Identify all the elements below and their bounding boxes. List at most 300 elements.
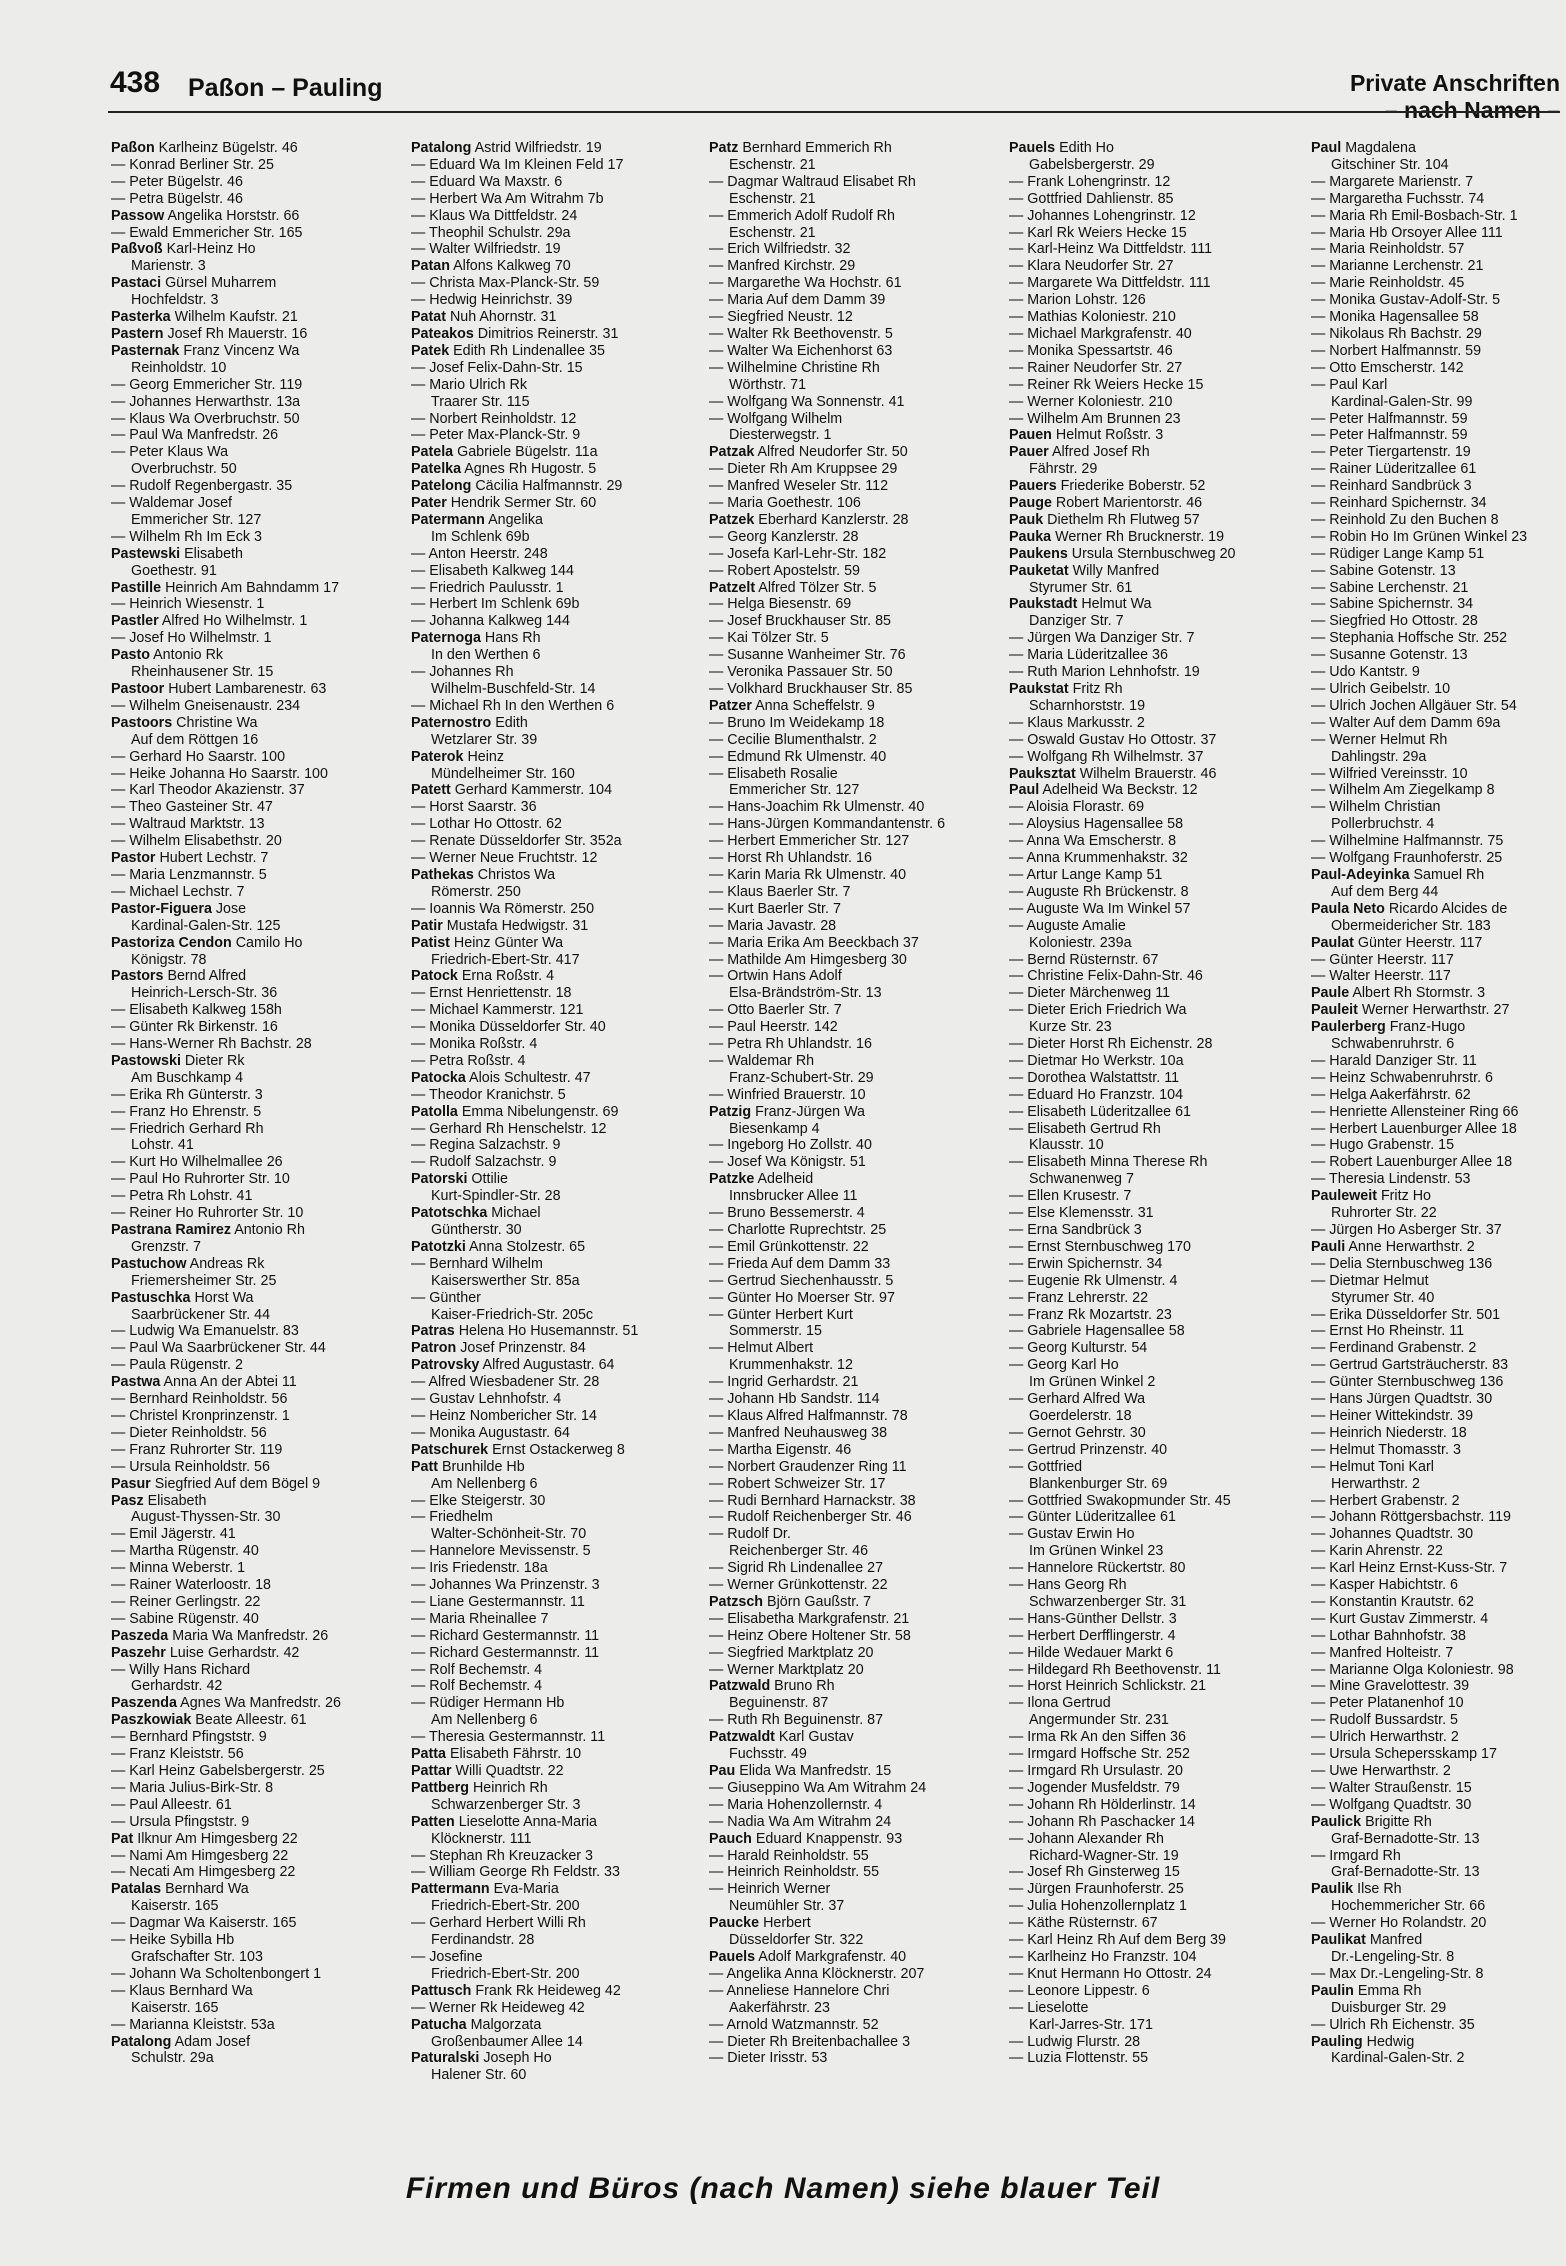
entry-text: — Karlheinz Ho Franzstr. 104 [1009, 1948, 1197, 1965]
entry-text: — Theresia Lindenstr. 53 [1311, 1171, 1471, 1188]
directory-entry [709, 816, 1007, 833]
directory-entry [411, 968, 709, 985]
directory-entry [111, 1729, 409, 1746]
entry-text: — Stephan Rh Kreuzacker 3 [411, 1847, 593, 1864]
directory-entry [111, 377, 409, 394]
surname: Pastaci [111, 275, 162, 292]
directory-entry [709, 1729, 1007, 1763]
directory-entry [1311, 1729, 1563, 1746]
directory-entry [111, 1002, 409, 1019]
entry-text: Jose [215, 900, 247, 917]
directory-entry [111, 444, 409, 478]
entry-text: — Auguste Rh Brückenstr. 8 [1009, 883, 1189, 900]
entry-text: — Wolfgang Rh Wilhelmstr. 37 [1009, 748, 1204, 765]
directory-entry [1009, 1307, 1307, 1324]
entry-continuation: Ruhrorter Str. 22 [1331, 1205, 1437, 1222]
entry-text: — Ernst Ho Rheinstr. 11 [1311, 1323, 1465, 1340]
directory-entry [709, 174, 1007, 208]
surname: Pauels [1009, 140, 1056, 156]
directory-entry [1009, 1898, 1307, 1915]
entry-text: — Reinhard Spichernstr. 34 [1311, 495, 1487, 512]
directory-entry [1311, 698, 1563, 715]
directory-entry [111, 1983, 409, 2017]
entry-text: — Stephania Hoffsche Str. 252 [1311, 630, 1508, 647]
entry-text: — Reiner Rk Weiers Hecke 15 [1009, 376, 1204, 393]
entry-text: Michael [491, 1205, 541, 1222]
entry-continuation: Scharnhorststr. 19 [1029, 697, 1146, 714]
directory-entry [1009, 1239, 1307, 1256]
directory-entry [1009, 241, 1307, 258]
entry-text: Adolf Markgrafenstr. 40 [758, 1948, 907, 1965]
entry-text: — Peter Halfmannstr. 59 [1311, 410, 1468, 427]
entry-text: — Iris Friedenstr. 18a [411, 1560, 548, 1577]
entry-text: — Johann Hb Sandstr. 114 [709, 1391, 880, 1408]
entry-continuation: Düsseldorfer Str. 322 [729, 1932, 864, 1949]
entry-text: — Franz Kleiststr. 56 [111, 1746, 244, 1763]
entry-text: — Edmund Rk Ulmenstr. 40 [709, 748, 887, 765]
entry-text: Wilhelm Kaufstr. 21 [174, 309, 298, 326]
directory-entry [709, 461, 1007, 478]
entry-text: Bruno Rh [774, 1678, 835, 1695]
surname: Patzelt [709, 579, 756, 596]
entry-text: — Gernot Gehrstr. 30 [1009, 1424, 1146, 1441]
surname: Pastuchow [111, 1255, 187, 1272]
directory-entry [1009, 985, 1307, 1002]
directory-entry [111, 1628, 409, 1645]
entry-text: — Marianne Lerchenstr. 21 [1311, 258, 1484, 275]
directory-entry [411, 1577, 709, 1594]
surname: Pastler [111, 613, 159, 630]
directory-entry [709, 799, 1007, 816]
surname: Pattar [411, 1763, 452, 1779]
surname: Paul-Adeyinka [1311, 866, 1410, 883]
entry-text: — Ernst Henriettenstr. 18 [411, 985, 572, 1002]
surname: Patalas [111, 1881, 162, 1898]
directory-entry [111, 1594, 409, 1611]
entry-text: — Monika Roßstr. 4 [411, 1036, 538, 1053]
directory-entry [411, 1121, 709, 1138]
entry-text: — Josef Bruckhauser Str. 85 [709, 613, 891, 630]
directory-entry [111, 1340, 409, 1357]
directory-entry [709, 1425, 1007, 1442]
directory-entry [709, 1509, 1007, 1526]
entry-text: — Sabine Rügenstr. 40 [111, 1610, 259, 1627]
directory-entry [709, 1881, 1007, 1915]
entry-text: — Dieter Rh Am Kruppsee 29 [709, 461, 898, 478]
directory-entry [111, 1425, 409, 1442]
entry-continuation: Schwarzenberger Str. 3 [431, 1796, 581, 1813]
surname: Patek [411, 342, 450, 359]
entry-text: — Eduard Wa Maxstr. 6 [411, 173, 563, 190]
directory-entry [1311, 1983, 1563, 2017]
entry-continuation: Am Nellenberg 6 [431, 1712, 538, 1729]
directory-entry [411, 1459, 709, 1493]
entry-text: — Manfred Weseler Str. 112 [709, 478, 889, 495]
directory-entry [709, 918, 1007, 935]
directory-entry [411, 1442, 709, 1459]
directory-entry [1009, 1746, 1307, 1763]
entry-text: — Waltraud Marktstr. 13 [111, 816, 265, 833]
directory-entry [1311, 985, 1563, 1002]
entry-text: — Karin Maria Rk Ulmenstr. 40 [709, 866, 907, 883]
entry-text: — Johannes Quadtstr. 30 [1311, 1526, 1474, 1543]
directory-entry [111, 596, 409, 613]
directory-entry [709, 309, 1007, 326]
entry-continuation: Goerdelerstr. 18 [1029, 1407, 1132, 1424]
entry-text: — Cecilie Blumenthalstr. 2 [709, 731, 877, 748]
directory-entry [111, 1932, 409, 1966]
directory-entry [111, 1493, 409, 1527]
entry-continuation: August-Thyssen-Str. 30 [131, 1509, 281, 1526]
column-1 [111, 140, 409, 2067]
surname: Paulin [1311, 1982, 1354, 1999]
directory-entry [111, 1864, 409, 1881]
directory-entry [1009, 749, 1307, 766]
entry-text: — Gerhard Herbert Willi Rh [411, 1915, 586, 1932]
entry-text: — Herbert Grabenstr. 2 [1311, 1492, 1460, 1509]
surname: Patt [411, 1458, 439, 1475]
entry-text: — Gerhard Ho Saarstr. 100 [111, 748, 286, 765]
entry-text: — Irmgard Hoffsche Str. 252 [1009, 1746, 1190, 1763]
entry-text: — Paul Karl [1311, 376, 1388, 393]
entry-continuation: Aakerfährstr. 23 [729, 1999, 830, 2016]
entry-continuation: Klöcknerstr. 111 [431, 1830, 532, 1847]
directory-entry [111, 1121, 409, 1155]
entry-text: — Paul Heerstr. 142 [709, 1019, 838, 1036]
surname: Patzig [709, 1103, 752, 1120]
entry-text: — Petra Roßstr. 4 [411, 1052, 526, 1069]
column-2 [411, 140, 709, 2084]
entry-continuation: Grafschafter Str. 103 [131, 1948, 263, 1965]
entry-text: — Otto Emscherstr. 142 [1311, 359, 1464, 376]
surname: Paulikat [1311, 1932, 1366, 1949]
directory-entry [1009, 512, 1307, 529]
entry-text: — Gertrud Prinzenstr. 40 [1009, 1441, 1168, 1458]
surname: Pasz [111, 1492, 144, 1509]
entry-text: — Günter Herbert Kurt [709, 1306, 853, 1323]
entry-text: — Wolfgang Wa Sonnenstr. 41 [709, 393, 905, 410]
directory-entry [1311, 1070, 1563, 1087]
entry-text: — Martha Eigenstr. 46 [709, 1441, 852, 1458]
directory-entry [111, 1746, 409, 1763]
entry-text: — Wilfried Vereinsstr. 10 [1311, 765, 1468, 782]
directory-entry [411, 749, 709, 783]
surname: Pauksztat [1009, 765, 1076, 782]
entry-continuation: Kardinal-Galen-Str. 99 [1331, 393, 1473, 410]
entry-text: — Robin Ho Im Grünen Winkel 23 [1311, 528, 1528, 545]
directory-entry [411, 935, 709, 969]
entry-text: Ursula Sternbuschweg 20 [1071, 545, 1236, 562]
entry-text: — Peter Klaus Wa [111, 444, 229, 461]
surname: Pauer [1009, 444, 1049, 461]
directory-entry [1311, 1560, 1563, 1577]
entry-text: — Klaus Wa Dittfeldstr. 24 [411, 207, 578, 224]
entry-text: — Maria Hohenzollernstr. 4 [709, 1796, 883, 1813]
entry-text: — Margarete Wa Dittfeldstr. 111 [1009, 275, 1211, 292]
surname: Patzer [709, 697, 752, 714]
directory-entry [411, 1154, 709, 1171]
directory-entry [1311, 580, 1563, 597]
surname: Paszeda [111, 1627, 169, 1644]
entry-text: Friederike Boberstr. 52 [1060, 478, 1206, 495]
directory-entry [1311, 1814, 1563, 1848]
entry-text: — Helga Biesenstr. 69 [709, 596, 852, 613]
entry-continuation: Kurt-Spindler-Str. 28 [431, 1188, 561, 1205]
surname: Paukstadt [1009, 596, 1078, 613]
directory-entry [1311, 1645, 1563, 1662]
directory-entry [709, 766, 1007, 800]
entry-text: — Herbert Derfflingerstr. 4 [1009, 1627, 1176, 1644]
entry-text: — Mario Ulrich Rk [411, 376, 527, 393]
directory-entry [1009, 326, 1307, 343]
entry-text: — Maria Hb Orsoyer Allee 111 [1311, 224, 1503, 241]
directory-entry [411, 630, 709, 664]
directory-entry [111, 1053, 409, 1087]
entry-text: — Gottfried Swakopmunder Str. 45 [1009, 1492, 1231, 1509]
surname: Pauli [1311, 1238, 1346, 1255]
entry-text: Edith Ho [1059, 140, 1114, 156]
entry-text: — Josef Rh Ginsterweg 15 [1009, 1864, 1180, 1881]
entry-text: — Irma Rk An den Siffen 36 [1009, 1729, 1186, 1746]
entry-text: Manfred [1369, 1932, 1423, 1949]
surname: Patalong [111, 2033, 172, 2050]
entry-continuation: Güntherstr. 30 [431, 1222, 522, 1238]
entry-text: — Karl Heinz Rh Auf dem Berg 39 [1009, 1932, 1226, 1949]
directory-entry [709, 596, 1007, 613]
entry-text: — Rüdiger Hermann Hb [411, 1695, 565, 1712]
entry-text: — Monika Augustastr. 64 [411, 1424, 570, 1441]
entry-text: — Günter Lüderitzallee 61 [1009, 1509, 1176, 1526]
directory-entry [1009, 1577, 1307, 1611]
entry-text: — Michael Rh In den Werthen 6 [411, 697, 615, 714]
directory-entry [111, 681, 409, 698]
surname: Pattusch [411, 1982, 472, 1999]
directory-entry [1009, 1188, 1307, 1205]
directory-entry [1311, 1932, 1563, 1966]
directory-entry [411, 241, 709, 258]
entry-text: — Luzia Flottenstr. 55 [1009, 2050, 1149, 2067]
entry-text: Eva-Maria [493, 1881, 559, 1898]
directory-entry [1311, 596, 1563, 613]
entry-text: — Ewald Emmericher Str. 165 [111, 224, 303, 241]
entry-text: — Josefine [411, 1948, 483, 1965]
entry-text: — Heinrich Niederstr. 18 [1311, 1424, 1467, 1441]
directory-entry [1009, 1560, 1307, 1577]
entry-text: — Hannelore Rückertstr. 80 [1009, 1560, 1186, 1577]
entry-text: — Günter Rk Birkenstr. 16 [111, 1019, 278, 1036]
entry-text: Brunhilde Hb [442, 1458, 525, 1475]
surname: Pater [411, 495, 447, 512]
directory-entry [1311, 681, 1563, 698]
directory-entry [111, 1611, 409, 1628]
directory-entry [1009, 444, 1307, 478]
entry-text: — Robert Lauenburger Allee 18 [1311, 1154, 1513, 1171]
directory-entry [1009, 529, 1307, 546]
entry-text: — Maria Julius-Birk-Str. 8 [111, 1779, 274, 1796]
entry-continuation: Friemersheimer Str. 25 [131, 1272, 277, 1289]
directory-entry [111, 309, 409, 326]
surname: Paukstat [1009, 681, 1069, 697]
directory-entry [111, 1526, 409, 1543]
entry-text: — Artur Lange Kamp 51 [1009, 866, 1163, 883]
surname: Paulerberg [1311, 1019, 1386, 1036]
section-heading-line2: – nach Namen – [1384, 97, 1560, 123]
directory-entry [1009, 1391, 1307, 1425]
entry-text: Dimitrios Reinerstr. 31 [477, 325, 619, 342]
entry-continuation: Halener Str. 60 [431, 2067, 527, 2084]
directory-entry [411, 867, 709, 901]
directory-entry [709, 2050, 1007, 2067]
directory-entry [1311, 1695, 1563, 1712]
entry-text: — Ulrich Geibelstr. 10 [1311, 681, 1451, 697]
entry-text: — Gerhard Alfred Wa [1009, 1391, 1146, 1408]
entry-continuation: Friedrich-Ebert-Str. 200 [431, 1898, 580, 1915]
entry-text: — Rainer Waterloostr. 18 [111, 1577, 271, 1594]
entry-text: — Günter Heerstr. 117 [1311, 951, 1454, 968]
entry-text: — Sabine Spichernstr. 34 [1311, 596, 1474, 613]
directory-entry [1311, 1611, 1563, 1628]
directory-entry [411, 1357, 709, 1374]
entry-text: — Helga Aakerfährstr. 62 [1311, 1086, 1471, 1103]
entry-continuation: Obermeidericher Str. 183 [1331, 917, 1491, 934]
directory-entry [709, 326, 1007, 343]
directory-entry [111, 1374, 409, 1391]
directory-entry [411, 715, 709, 749]
directory-entry [1311, 1239, 1563, 1256]
directory-entry [1311, 411, 1563, 428]
directory-entry [1009, 1611, 1307, 1628]
entry-text: — Johannes Herwarthstr. 13a [111, 393, 301, 410]
entry-text: — Franz Lehrerstr. 22 [1009, 1289, 1149, 1306]
directory-entry [1009, 782, 1307, 799]
directory-entry [1009, 2000, 1307, 2034]
entry-text: — Herbert Lauenburger Allee 18 [1311, 1120, 1517, 1137]
entry-text: — Hans-Werner Rh Bachstr. 28 [111, 1036, 312, 1053]
directory-entry [1009, 275, 1307, 292]
directory-entry [111, 529, 409, 546]
directory-entry [1311, 1712, 1563, 1729]
directory-entry [1009, 1087, 1307, 1104]
entry-text: — Ilona Gertrud [1009, 1695, 1111, 1712]
directory-entry [1009, 918, 1307, 952]
directory-entry [411, 1509, 709, 1543]
entry-text: — Maria Lüderitzallee 36 [1009, 647, 1168, 664]
entry-text: — Elisabeth Kalkweg 144 [411, 562, 574, 579]
surname: Pastille [111, 579, 162, 596]
surname: Patorski [411, 1171, 468, 1188]
directory-entry [411, 613, 709, 630]
directory-entry [411, 918, 709, 935]
entry-text: — Kurt Ho Wilhelmallee 26 [111, 1154, 283, 1171]
directory-entry [411, 1645, 709, 1662]
directory-entry [709, 1949, 1007, 1966]
directory-entry [1009, 1695, 1307, 1729]
directory-entry [1009, 1036, 1307, 1053]
entry-text: Cäcilia Halfmannstr. 29 [475, 478, 623, 495]
entry-text: — Bruno Im Weidekamp 18 [709, 714, 885, 731]
directory-entry [411, 1053, 709, 1070]
entry-continuation: Koloniestr. 239a [1029, 934, 1132, 951]
entry-text: — Mine Gravelottestr. 39 [1311, 1678, 1470, 1695]
directory-entry [111, 478, 409, 495]
directory-entry [709, 1459, 1007, 1476]
entry-continuation: Saarbrückener Str. 44 [131, 1306, 271, 1323]
directory-entry [1009, 1932, 1307, 1949]
entry-continuation: Im Grünen Winkel 23 [1029, 1543, 1164, 1560]
directory-entry [411, 546, 709, 563]
entry-text: — Rolf Bechemstr. 4 [411, 1661, 543, 1678]
entry-text: — Werner Ho Rolandstr. 20 [1311, 1915, 1487, 1932]
directory-entry [411, 1137, 709, 1154]
directory-entry [1311, 478, 1563, 495]
entry-text: Elisabeth [147, 1492, 207, 1509]
entry-text: — Sabine Lerchenstr. 21 [1311, 579, 1469, 596]
directory-entry [111, 2034, 409, 2068]
entry-text: — Emil Grünkottenstr. 22 [709, 1238, 869, 1255]
directory-entry [1311, 1746, 1563, 1763]
directory-entry [709, 1002, 1007, 1019]
entry-continuation: Auf dem Berg 44 [1331, 883, 1439, 900]
directory-entry [411, 1036, 709, 1053]
entry-text: — Dietmar Ho Werkstr. 10a [1009, 1052, 1184, 1069]
entry-text: Agnes Wa Manfredstr. 26 [180, 1695, 341, 1712]
entry-text: — Ulrich Jochen Allgäuer Str. 54 [1311, 697, 1517, 714]
entry-text: — Bernhard Wilhelm [411, 1255, 543, 1272]
surname: Patotschka [411, 1205, 488, 1222]
entry-text: — Klaus Baerler Str. 7 [709, 883, 851, 900]
entry-text: — Ingeborg Ho Zollstr. 40 [709, 1137, 872, 1154]
entry-text: — Petra Rh Uhlandstr. 16 [709, 1036, 872, 1053]
entry-text: — Rainer Lüderitzallee 61 [1311, 461, 1477, 478]
directory-entry [1009, 2050, 1307, 2067]
directory-entry [111, 715, 409, 749]
entry-text: Ricardo Alcides de [1388, 900, 1508, 917]
entry-text: — Dagmar Wa Kaiserstr. 165 [111, 1915, 297, 1932]
entry-text: — Rainer Neudorfer Str. 27 [1009, 359, 1183, 376]
directory-entry [709, 529, 1007, 546]
entry-continuation: Kardinal-Galen-Str. 125 [131, 917, 281, 934]
directory-entry [1311, 1425, 1563, 1442]
directory-entry [1311, 867, 1563, 901]
entry-text: — Necati Am Himgesberg 22 [111, 1864, 296, 1881]
entry-text: — Ingrid Gerhardstr. 21 [709, 1374, 859, 1391]
entry-text: — Peter Bügelstr. 46 [111, 173, 243, 190]
entry-text: — Paul Wa Saarbrückener Str. 44 [111, 1340, 326, 1357]
entry-text: — Emmerich Adolf Rudolf Rh [709, 207, 895, 224]
entry-text: — Klaus Bernhard Wa [111, 1982, 253, 1999]
entry-text: Heinz Günter Wa [453, 934, 564, 951]
entry-text: — Klara Neudorfer Str. 27 [1009, 258, 1174, 275]
directory-entry [1009, 1070, 1307, 1087]
entry-text: — Renate Düsseldorfer Str. 352a [411, 833, 622, 850]
entry-continuation: Hochemmericher Str. 66 [1331, 1898, 1486, 1915]
entry-text: Alois Schultestr. 47 [469, 1069, 591, 1086]
entry-continuation: Im Schlenk 69b [431, 528, 530, 545]
directory-entry [709, 140, 1007, 174]
directory-entry [709, 2034, 1007, 2051]
directory-entry [1311, 546, 1563, 563]
directory-entry [1009, 1509, 1307, 1526]
directory-entry [1009, 732, 1307, 749]
directory-entry [1311, 1273, 1563, 1307]
directory-entry [111, 1577, 409, 1594]
entry-continuation: Mündelheimer Str. 160 [431, 765, 575, 782]
entry-text: — Käthe Rüsternstr. 67 [1009, 1915, 1158, 1932]
directory-entry [111, 1831, 409, 1848]
directory-entry [1009, 360, 1307, 377]
entry-continuation: Beguinenstr. 87 [729, 1695, 829, 1712]
entry-text: — Aloisia Florastr. 69 [1009, 799, 1145, 816]
